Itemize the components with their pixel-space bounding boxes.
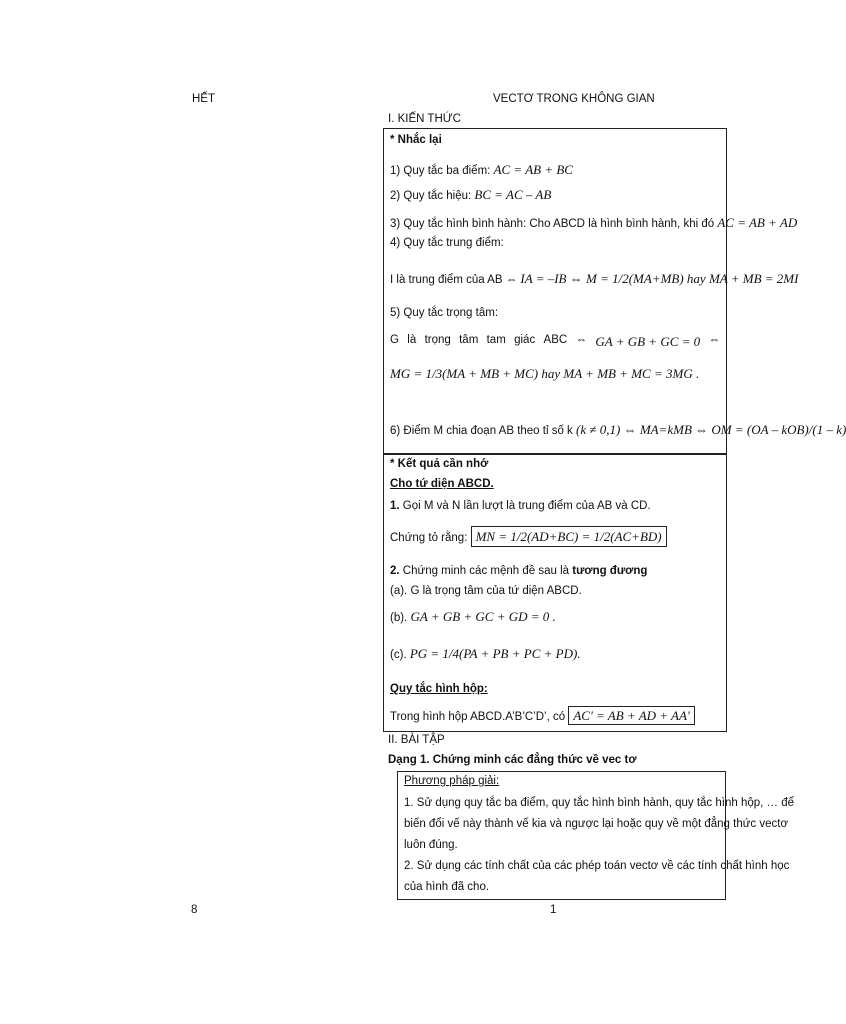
problem-1-claim-label: Chứng tỏ rằng: (390, 532, 468, 544)
statement-b (390, 609, 556, 625)
page-number-left: 8 (191, 904, 198, 916)
page-number-right: 1 (550, 904, 557, 916)
rule-5-formula-2 (390, 366, 699, 382)
rule-3-label: 3) Quy tắc hình bình hành: Cho ABCD là hình bình hành, khi đó (390, 218, 715, 230)
word: ⇔ (708, 334, 720, 346)
results-subheading: Cho tứ diện ABCD. (390, 478, 494, 490)
word: tâm (459, 334, 479, 346)
review-heading: * Nhắc lại (390, 134, 442, 146)
method-line-5: của hình đã cho. (404, 881, 490, 893)
problem-2 (390, 565, 647, 577)
rule-4-detail (390, 271, 798, 287)
rule-2-label: 2) Quy tắc hiệu: (390, 190, 472, 202)
parallelepiped-heading: Quy tắc hình hộp: (390, 683, 488, 695)
rule-4-label: I là trung điểm của AB ⇔ (390, 274, 518, 286)
section-heading-1: I. KIẾN THỨC (388, 113, 461, 125)
parallelepiped-rule (390, 708, 695, 724)
rule-2-formula: BC = AC – AB (474, 187, 552, 202)
rule-3 (390, 215, 797, 231)
statement-c (390, 646, 581, 662)
method-box (397, 771, 795, 900)
word: giác (514, 334, 536, 346)
rule-5-formula-2-text: MG = 1/3(MA + MB + MC) hay MA + MB + MC = 3MG . (390, 366, 700, 381)
rule-5-formula-1: GA + GB + GC = 0 (595, 334, 701, 349)
statement-c-label: (c). (390, 649, 407, 661)
problem-2-text: Chứng minh các mệnh đề sau là (402, 565, 570, 577)
problem-1 (390, 500, 651, 512)
rule-6-formula: (k ≠ 0,1) ⇔ MA=kMB ⇔ OM = (OA – kOB)/(1 – k) (576, 422, 846, 437)
parallelepiped-rule-label: Trong hình hộp ABCD.A’B’C’D’, có (390, 711, 566, 723)
problem-1-claim (390, 529, 667, 545)
method-title: Phương pháp giải: (404, 775, 500, 787)
problem-2-emphasis: tương đương (572, 565, 648, 577)
statement-c-formula: PG = 1/4(PA + PB + PC + PD). (409, 646, 581, 661)
rule-6-label: 6) Điểm M chia đoạn AB theo tỉ số k (390, 425, 573, 437)
rule-4-formula: IA = –IB ⇔ M = 1/2(MA+MB) hay MA + MB = 2MI (520, 271, 799, 286)
rule-3-formula: AC = AB + AD (717, 215, 798, 230)
review-box (383, 128, 846, 455)
type-1-heading: Dạng 1. Chứng minh các đẳng thức về vec tơ (388, 754, 637, 766)
statement-a: (a). G là trọng tâm của tứ diện ABCD. (390, 585, 582, 597)
statement-b-formula: GA + GB + GC + GD = 0 . (410, 609, 556, 624)
rule-1-label: 1) Quy tắc ba điểm: (390, 165, 491, 177)
word: trọng (424, 334, 451, 346)
problem-1-number: 1. (390, 500, 400, 512)
word: G (390, 334, 399, 346)
rule-4: 4) Quy tắc trung điểm: (390, 237, 504, 249)
word: ⇔ (575, 334, 588, 346)
problem-1-text: Gọi M và N lần lượt là trung điểm của AB và CD. (402, 500, 651, 512)
results-box (383, 453, 727, 732)
section-heading-2: II. BÀI TẬP (388, 734, 445, 746)
rule-1 (390, 162, 573, 178)
parallelepiped-formula: AC' = AB + AD + AA' (568, 706, 694, 725)
method-line-4: 2. Sử dụng các tính chất của các phép toán vectơ về các tính chất hình học (404, 860, 790, 872)
problem-2-number: 2. (390, 565, 400, 577)
problem-1-formula: MN = 1/2(AD+BC) = 1/2(AC+BD) (471, 526, 667, 547)
method-line-1: 1. Sử dụng quy tắc ba điểm, quy tắc hình bình hành, quy tắc hình hộp, … để (404, 797, 795, 809)
rule-1-formula: AC = AB + BC (493, 162, 573, 177)
rule-5: 5) Quy tắc trọng tâm: (390, 307, 499, 319)
method-line-3: luôn đúng. (404, 839, 458, 851)
rule-2 (390, 187, 551, 203)
word: tam (486, 334, 506, 346)
rule-5-detail (390, 334, 720, 350)
word: là (407, 334, 417, 346)
results-heading: * Kết quả cần nhớ (390, 458, 489, 470)
word: ABC (543, 334, 568, 346)
method-line-2: biến đổi vế này thành vế kia và ngược lại hoặc quy về một đẳng thức vectơ (404, 818, 789, 830)
page-title: VECTƠ TRONG KHÔNG GIAN (493, 93, 655, 105)
statement-b-label: (b). (390, 612, 408, 624)
rule-6 (390, 422, 846, 438)
header-left: HẾT (192, 93, 215, 105)
